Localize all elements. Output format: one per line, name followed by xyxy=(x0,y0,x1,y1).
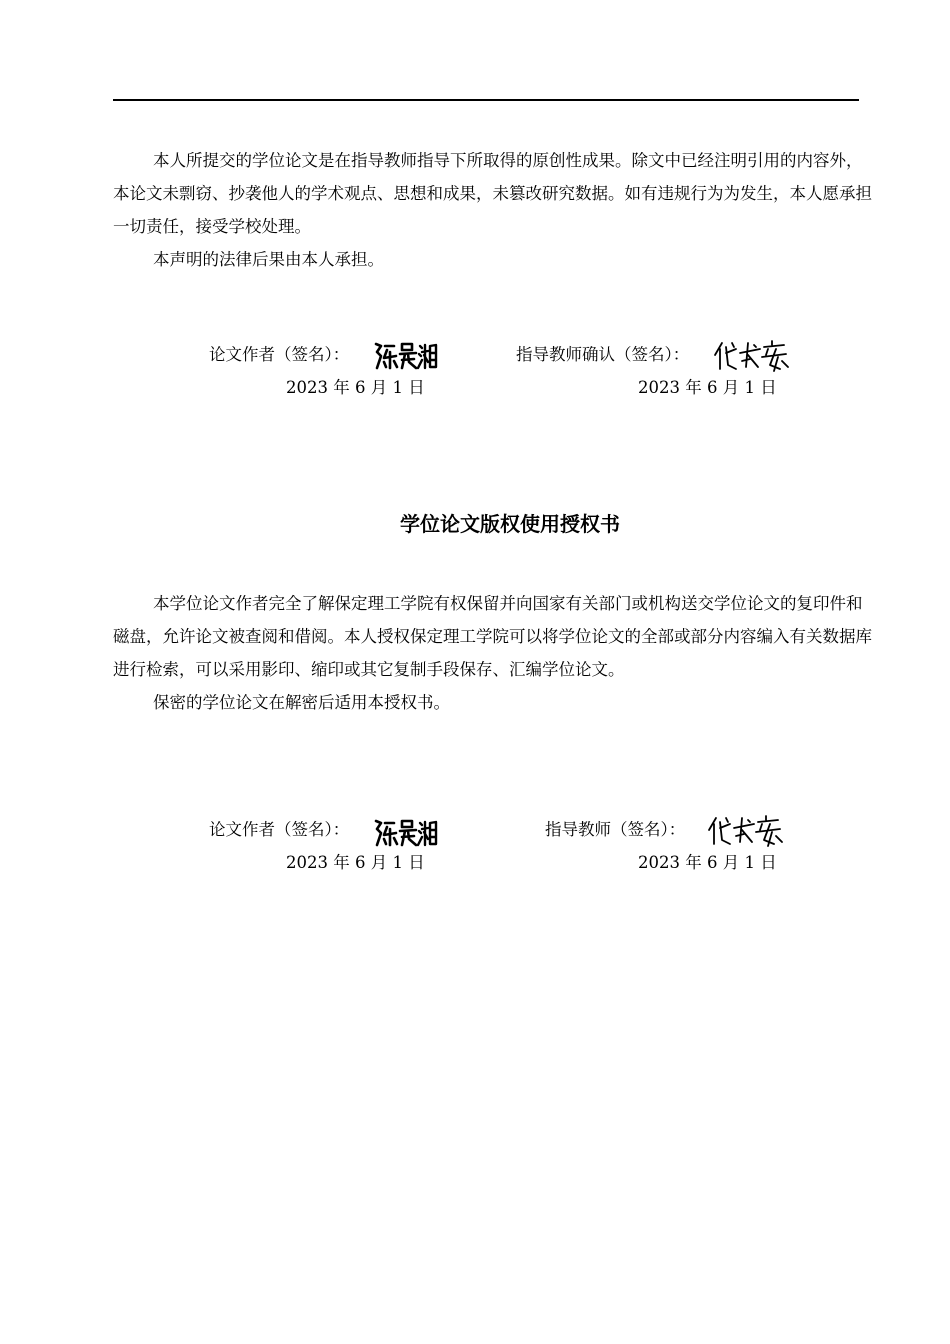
top-rule xyxy=(113,99,859,101)
author-signature-1 xyxy=(372,340,442,372)
authorization-advisor-label: 指导教师（签名）： xyxy=(545,820,686,839)
authorization-paragraph-1: 本学位论文作者完全了解保定理工学院有权保留并向国家有关部门或机构送交学位论文的复印件和磁盘，允许论文被查阅和借阅。本人授权保定理工学院可以将学位论文的全部或部分内容编入有关数据库进行检索，可以采用影印、缩印或其它复制手段保存、汇编学位论文。 xyxy=(113,594,872,679)
declaration-author-label: 论文作者（签名）： xyxy=(209,345,350,364)
authorization-author-label: 论文作者（签名）： xyxy=(209,820,350,839)
declaration-advisor-date: 2023 年 6 月 1 日 xyxy=(638,378,777,397)
declaration-author-date: 2023 年 6 月 1 日 xyxy=(286,378,425,397)
authorization-author-date: 2023 年 6 月 1 日 xyxy=(286,853,425,872)
authorization-title: 学位论文版权使用授权书 xyxy=(400,512,620,536)
advisor-signature-1 xyxy=(712,339,794,373)
authorization-paragraph-2: 保密的学位论文在解密后适用本授权书。 xyxy=(153,693,450,712)
declaration-advisor-label: 指导教师确认（签名）： xyxy=(516,345,690,364)
authorization-advisor-date: 2023 年 6 月 1 日 xyxy=(638,853,777,872)
declaration-paragraph-2: 本声明的法律后果由本人承担。 xyxy=(153,250,384,269)
declaration-paragraph-1: 本人所提交的学位论文是在指导教师指导下所取得的原创性成果。除文中已经注明引用的内容外，本论文未剽窃、抄袭他人的学术观点、思想和成果，未篡改研究数据。如有违规行为为发生，本人愿承担一切责任，接受学校处理。 xyxy=(113,151,872,236)
advisor-signature-2 xyxy=(706,814,788,848)
authorization-body xyxy=(113,587,873,719)
declaration-body xyxy=(113,144,873,276)
author-signature-2 xyxy=(372,817,442,849)
